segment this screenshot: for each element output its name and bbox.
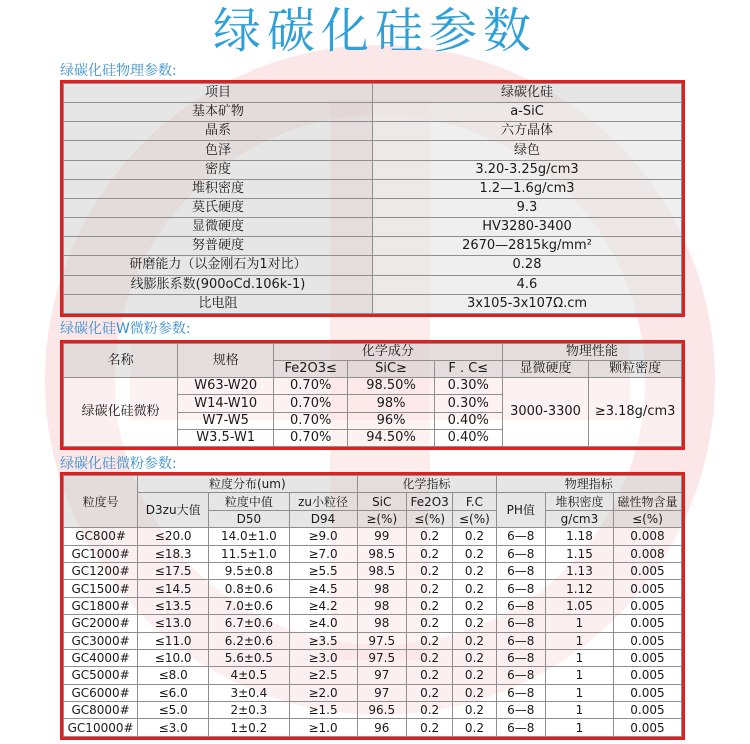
property-cell: 比电阻: [64, 294, 373, 313]
value-cell: 0.005: [613, 597, 681, 614]
header-cell: Fe2O3: [406, 493, 452, 510]
value-cell: ≥4.0: [289, 615, 357, 632]
value-cell: 0.2: [406, 684, 452, 701]
table-row: [64, 198, 682, 217]
grade-cell: GC1000#: [64, 545, 138, 562]
value-cell: 6—8: [496, 702, 545, 719]
value-cell: 0.30%: [434, 378, 502, 395]
value-cell: 0.2: [406, 528, 452, 545]
value-cell: 0.2: [406, 667, 452, 684]
value-cell: 0.30%: [434, 395, 502, 412]
property-cell: 莫氏硬度: [64, 198, 373, 217]
header-cell: ≤(%): [453, 510, 496, 527]
value-cell: ≥3.0: [289, 649, 357, 666]
header-cell: SiC≥: [348, 361, 435, 378]
value-cell: 0.2: [453, 667, 496, 684]
value-cell: 98.5: [357, 545, 406, 562]
spec-cell: W63-W20: [178, 378, 274, 395]
value-cell: 96%: [348, 412, 435, 429]
value-cell: ≤11.0: [138, 632, 209, 649]
spec-cell: W14-W10: [178, 395, 274, 412]
value-cell: 绿色: [373, 141, 682, 160]
value-cell: 1: [545, 684, 613, 701]
value-cell: 1.13: [545, 562, 613, 579]
value-cell: 14.0±1.0: [209, 528, 289, 545]
table-row: [64, 294, 682, 313]
value-cell: 1: [545, 702, 613, 719]
header-cell: Fe2O3≤: [274, 361, 348, 378]
value-cell: 5.6±0.5: [209, 649, 289, 666]
page-title: 绿碳化硅参数: [212, 3, 537, 59]
header-cell: D94: [289, 510, 357, 527]
value-cell: 0.2: [453, 545, 496, 562]
value-cell: 98%: [348, 395, 435, 412]
property-cell: 努普硬度: [64, 237, 373, 256]
property-cell: 色泽: [64, 141, 373, 160]
table-subheader-row: [64, 493, 682, 510]
value-cell: 6—8: [496, 562, 545, 579]
value-cell: 0.2: [453, 632, 496, 649]
table-row: [64, 256, 682, 275]
value-cell: 0.005: [613, 615, 681, 632]
value-cell: 0.005: [613, 632, 681, 649]
value-cell: ≥4.2: [289, 597, 357, 614]
grade-cell: GC1800#: [64, 597, 138, 614]
value-cell: 97: [357, 667, 406, 684]
value-cell: ≤18.3: [138, 545, 209, 562]
table-row: [64, 160, 682, 179]
value-cell: 0.2: [453, 562, 496, 579]
grade-cell: GC5000#: [64, 667, 138, 684]
value-cell: 0.70%: [274, 412, 348, 429]
value-cell: 1: [545, 719, 613, 737]
value-cell: ≤3.0: [138, 719, 209, 737]
header-cell: PH值: [496, 493, 545, 528]
value-cell: ≥3.5: [289, 632, 357, 649]
value-cell: 0.70%: [274, 378, 348, 395]
value-cell: 98.50%: [348, 378, 435, 395]
value-cell: 1±0.2: [209, 719, 289, 737]
product-name-cell: 绿碳化硅微粉: [64, 378, 178, 447]
value-cell: 0.2: [453, 649, 496, 666]
value-cell: ≥1.5: [289, 702, 357, 719]
grade-cell: GC8000#: [64, 702, 138, 719]
header-cell: ≥(%): [357, 510, 406, 527]
value-cell: 96: [357, 719, 406, 737]
table-row: [64, 580, 682, 597]
property-cell: 堆积密度: [64, 179, 373, 198]
header-cell: 化学指标: [357, 476, 496, 493]
micro-powder-table: [63, 475, 682, 737]
property-cell: 基本矿物: [64, 103, 373, 122]
value-cell: 6—8: [496, 632, 545, 649]
value-cell: 98.5: [357, 562, 406, 579]
value-cell: ≤13.5: [138, 597, 209, 614]
value-cell: 0.70%: [274, 429, 348, 446]
grade-cell: GC6000#: [64, 684, 138, 701]
value-cell: 6—8: [496, 719, 545, 737]
header-cell: 名称: [64, 344, 178, 378]
table-row: [64, 719, 682, 737]
header-cell: ≤(%): [613, 510, 681, 527]
value-cell: 9.3: [373, 198, 682, 217]
table-row: [64, 597, 682, 614]
value-cell: 0.2: [406, 545, 452, 562]
value-cell: 6—8: [496, 580, 545, 597]
value-cell: 0.005: [613, 684, 681, 701]
value-cell: 6.2±0.6: [209, 632, 289, 649]
table-row: [64, 528, 682, 545]
property-cell: 密度: [64, 160, 373, 179]
value-cell: ≥9.0: [289, 528, 357, 545]
value-cell: 6—8: [496, 528, 545, 545]
value-cell: 0.2: [406, 632, 452, 649]
value-cell: 3.20-3.25g/cm3: [373, 160, 682, 179]
value-cell: 99: [357, 528, 406, 545]
spec-cell: W3.5-W1: [178, 429, 274, 446]
value-cell: 0.2: [406, 597, 452, 614]
value-cell: 4.6: [373, 275, 682, 294]
table-row: [64, 275, 682, 294]
value-cell: ≥5.5: [289, 562, 357, 579]
physical-table-box: [60, 80, 685, 317]
value-cell: 1: [545, 649, 613, 666]
value-cell: 0.005: [613, 562, 681, 579]
value-cell: 1.18: [545, 528, 613, 545]
micro-powder-table-box: [60, 472, 685, 740]
physical-heading: 绿碳化硅物理参数:: [60, 63, 177, 79]
header-cell: 绿碳化硅: [373, 84, 682, 103]
value-cell: 0.005: [613, 719, 681, 737]
value-cell: 7.0±0.6: [209, 597, 289, 614]
value-cell: 97: [357, 684, 406, 701]
value-cell: ≤17.5: [138, 562, 209, 579]
density-cell: ≥3.18g/cm3: [589, 378, 682, 447]
value-cell: 0.2: [406, 580, 452, 597]
table-row: [64, 179, 682, 198]
value-cell: ≥4.5: [289, 580, 357, 597]
header-cell: 化学成分: [274, 344, 503, 361]
value-cell: 2±0.3: [209, 702, 289, 719]
header-cell: 项目: [64, 84, 373, 103]
header-cell: 粒度分布(um): [138, 476, 357, 493]
value-cell: 4±0.5: [209, 667, 289, 684]
spec-cell: W7-W5: [178, 412, 274, 429]
value-cell: ≤14.5: [138, 580, 209, 597]
header-cell: 粒度中值: [209, 493, 289, 510]
value-cell: 1.12: [545, 580, 613, 597]
value-cell: a-SiC: [373, 103, 682, 122]
value-cell: 0.2: [453, 580, 496, 597]
grade-cell: GC10000#: [64, 719, 138, 737]
table-row: [64, 378, 682, 395]
value-cell: 0.005: [613, 580, 681, 597]
value-cell: 1: [545, 615, 613, 632]
header-cell: ≤(%): [406, 510, 452, 527]
table-row: [64, 122, 682, 141]
w-powder-heading: 绿碳化硅W微粉参数:: [60, 321, 191, 337]
value-cell: 97.5: [357, 649, 406, 666]
header-cell: F.C: [453, 493, 496, 510]
header-cell: zu小粒径: [289, 493, 357, 510]
value-cell: 0.2: [453, 684, 496, 701]
value-cell: 6—8: [496, 667, 545, 684]
table-header-row: [64, 476, 682, 493]
table-row: [64, 103, 682, 122]
value-cell: 3±0.4: [209, 684, 289, 701]
table-row: [64, 615, 682, 632]
header-cell: g/cm3: [545, 510, 613, 527]
value-cell: 0.005: [613, 702, 681, 719]
value-cell: 2670—2815kg/mm²: [373, 237, 682, 256]
grade-cell: GC1500#: [64, 580, 138, 597]
value-cell: 6.7±0.6: [209, 615, 289, 632]
value-cell: HV3280-3400: [373, 218, 682, 237]
value-cell: 0.2: [406, 562, 452, 579]
header-cell: 物理性能: [502, 344, 681, 361]
grade-cell: GC2000#: [64, 615, 138, 632]
value-cell: ≤8.0: [138, 667, 209, 684]
table-row: [64, 684, 682, 701]
w-powder-table: [63, 343, 682, 447]
value-cell: 1: [545, 667, 613, 684]
table-row: [64, 545, 682, 562]
value-cell: 1.05: [545, 597, 613, 614]
table-row: [64, 218, 682, 237]
value-cell: 6—8: [496, 649, 545, 666]
grade-cell: GC4000#: [64, 649, 138, 666]
value-cell: 6—8: [496, 545, 545, 562]
value-cell: 0.8±0.6: [209, 580, 289, 597]
value-cell: 0.40%: [434, 429, 502, 446]
property-cell: 线膨胀系数(900oCd.106k-1): [64, 275, 373, 294]
value-cell: 0.2: [453, 528, 496, 545]
header-cell: F . C≤: [434, 361, 502, 378]
header-cell: SiC: [357, 493, 406, 510]
value-cell: 6—8: [496, 684, 545, 701]
value-cell: 0.2: [406, 615, 452, 632]
value-cell: 0.2: [453, 719, 496, 737]
value-cell: 0.008: [613, 545, 681, 562]
value-cell: 0.70%: [274, 395, 348, 412]
value-cell: 0.2: [406, 702, 452, 719]
hardness-cell: 3000-3300: [502, 378, 589, 447]
header-cell: 堆积密度: [545, 493, 613, 510]
value-cell: 0.008: [613, 528, 681, 545]
value-cell: 9.5±0.8: [209, 562, 289, 579]
value-cell: 0.2: [453, 702, 496, 719]
value-cell: 0.005: [613, 649, 681, 666]
property-cell: 显微硬度: [64, 218, 373, 237]
value-cell: 3x105-3x107Ω.cm: [373, 294, 682, 313]
grade-cell: GC1200#: [64, 562, 138, 579]
value-cell: 1.2—1.6g/cm3: [373, 179, 682, 198]
value-cell: 六方晶体: [373, 122, 682, 141]
value-cell: 11.5±1.0: [209, 545, 289, 562]
value-cell: ≤20.0: [138, 528, 209, 545]
value-cell: ≥1.0: [289, 719, 357, 737]
w-powder-table-box: [60, 340, 685, 450]
value-cell: ≤13.0: [138, 615, 209, 632]
value-cell: 97.5: [357, 632, 406, 649]
value-cell: 0.2: [453, 615, 496, 632]
header-cell: 粒度号: [64, 476, 138, 528]
table-row: [64, 667, 682, 684]
value-cell: ≤6.0: [138, 684, 209, 701]
value-cell: 1.15: [545, 545, 613, 562]
table-row: [64, 562, 682, 579]
value-cell: 98: [357, 615, 406, 632]
value-cell: 6—8: [496, 597, 545, 614]
table-row: [64, 237, 682, 256]
grade-cell: GC800#: [64, 528, 138, 545]
value-cell: 96.5: [357, 702, 406, 719]
header-cell: 颗粒密度: [589, 361, 682, 378]
table-header-row: [64, 344, 682, 361]
value-cell: 0.28: [373, 256, 682, 275]
table-row: [64, 141, 682, 160]
physical-table: [63, 83, 682, 314]
value-cell: 98: [357, 580, 406, 597]
header-cell: 物理指标: [496, 476, 681, 493]
value-cell: 0.2: [453, 597, 496, 614]
value-cell: 1: [545, 632, 613, 649]
value-cell: ≤10.0: [138, 649, 209, 666]
table-header-row: [64, 84, 682, 103]
header-cell: D50: [209, 510, 289, 527]
value-cell: 0.005: [613, 667, 681, 684]
header-cell: 磁性物含量: [613, 493, 681, 510]
property-cell: 研磨能力（以金刚石为1对比）: [64, 256, 373, 275]
property-cell: 晶系: [64, 122, 373, 141]
header-cell: 显微硬度: [502, 361, 589, 378]
value-cell: ≥2.0: [289, 684, 357, 701]
value-cell: 0.2: [406, 719, 452, 737]
value-cell: ≥2.5: [289, 667, 357, 684]
table-row: [64, 632, 682, 649]
table-row: [64, 649, 682, 666]
table-row: [64, 702, 682, 719]
value-cell: 98: [357, 597, 406, 614]
value-cell: 0.40%: [434, 412, 502, 429]
value-cell: 6—8: [496, 615, 545, 632]
value-cell: ≤5.0: [138, 702, 209, 719]
micro-powder-heading: 绿碳化硅微粉参数:: [60, 456, 177, 472]
header-cell: 规格: [178, 344, 274, 378]
value-cell: 94.50%: [348, 429, 435, 446]
grade-cell: GC3000#: [64, 632, 138, 649]
header-cell: D3zu大值: [138, 493, 209, 528]
value-cell: 0.2: [406, 649, 452, 666]
value-cell: ≥7.0: [289, 545, 357, 562]
